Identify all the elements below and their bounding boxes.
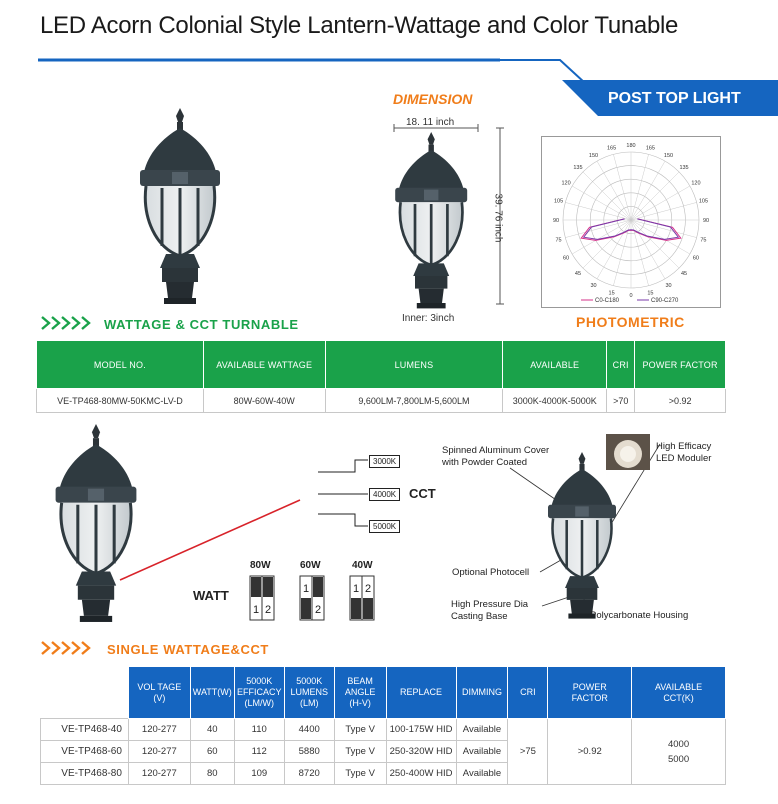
photometric-chart	[541, 136, 721, 308]
cell-beam: Type V	[334, 741, 386, 763]
polar-angle-label: 165	[645, 145, 656, 152]
cct-option-5000k: 5000K	[369, 520, 400, 533]
cell-dimming: Available	[456, 763, 508, 785]
cell-efficacy: 109	[234, 763, 284, 785]
product-photo	[130, 108, 230, 308]
watt-option-40w: 40W	[352, 560, 373, 571]
cell-cct	[632, 719, 726, 785]
polar-angle-label: 75	[555, 237, 562, 244]
polar-angle-label: 0	[629, 293, 633, 299]
single-wattage-table	[40, 666, 726, 785]
polar-angle-label: 120	[691, 180, 701, 187]
col-efficacy: 5000K EFFICACY (LM/W)	[234, 667, 284, 719]
polar-angle-label: 135	[679, 164, 689, 171]
cell-model: VE-TP468-80MW-50KMC-LV-D	[37, 389, 204, 413]
col-cri: CRI	[508, 667, 548, 719]
col-watt: WATT(W)	[190, 667, 234, 719]
col-replace: REPLACE	[386, 667, 456, 719]
switch-40w-1: 1	[353, 583, 360, 595]
switch-80w-1: 1	[253, 604, 260, 616]
polar-angle-label: 150	[663, 153, 674, 160]
col-available: AVAILABLE	[503, 341, 607, 389]
polar-angle-label: 90	[552, 218, 560, 224]
cct-value-4000: 4000	[667, 738, 690, 750]
col-lumens: LUMENS	[325, 341, 503, 389]
cct-option-3000k: 3000K	[369, 455, 400, 468]
green-chevrons-icon	[40, 315, 100, 331]
col-wattage: AVAILABLE WATTAGE	[203, 341, 325, 389]
col-voltage: VOL TAGE (V)	[128, 667, 190, 719]
single-header-row	[41, 667, 726, 719]
cell-lumens: 5880	[284, 741, 334, 763]
cell-replace: 250-320W HID	[386, 741, 456, 763]
watt-option-60w: 60W	[300, 560, 321, 571]
cell-model: VE-TP468-40	[41, 719, 129, 741]
cell-voltage: 120-277	[128, 741, 190, 763]
photometric-label: PHOTOMETRIC	[576, 314, 685, 330]
callout-base: High Pressure Dia Casting Base	[451, 599, 529, 622]
cell-dimming: Available	[456, 719, 508, 741]
cell-cri: >75	[508, 719, 548, 785]
callout-cover: Spinned Aluminum Cover with Powder Coated	[442, 445, 550, 468]
cell-efficacy: 110	[234, 719, 284, 741]
polar-angle-label: 150	[588, 153, 599, 160]
band-label: POST TOP LIGHT	[608, 90, 741, 107]
switch-40w-2: 2	[365, 583, 372, 595]
cell-lumens: 4400	[284, 719, 334, 741]
cell-replace: 250-400W HID	[386, 763, 456, 785]
cell-beam: Type V	[334, 719, 386, 741]
polar-angle-label: 60	[692, 255, 700, 262]
polar-angle-label: 15	[647, 290, 654, 297]
product-photo-features	[536, 452, 628, 622]
cell-watt: 60	[190, 741, 234, 763]
header-blank	[41, 667, 129, 719]
col-model: MODEL NO.	[37, 341, 204, 389]
cct-value-5000: 5000	[667, 753, 690, 765]
polar-angle-label: 15	[608, 290, 615, 297]
wattage-section-heading: WATTAGE & CCT TURNABLE	[104, 317, 299, 332]
watt-option-80w: 80W	[250, 560, 271, 571]
cell-power-factor: >0.92	[548, 719, 632, 785]
polar-angle-label: 90	[702, 218, 710, 224]
page-title: LED Acorn Colonial Style Lantern-Wattage and Color Tunable	[40, 12, 679, 39]
cell-power-factor: >0.92	[635, 389, 726, 413]
cell-voltage: 120-277	[128, 763, 190, 785]
cell-lumens: 8720	[284, 763, 334, 785]
cell-watt: 80	[190, 763, 234, 785]
polar-angle-label: 75	[700, 237, 707, 244]
col-power-factor: POWER FACTOR	[548, 667, 632, 719]
polar-angle-label: 30	[665, 282, 672, 289]
switch-60w-1: 1	[303, 583, 310, 595]
cell-model: VE-TP468-80	[41, 763, 129, 785]
callout-photocell: Optional Photocell	[452, 567, 530, 578]
col-power-factor: POWER FACTOR	[635, 341, 726, 389]
legend-c0-c180: C0-C180	[595, 298, 620, 304]
col-lumens: 5000K LUMENS (LM)	[284, 667, 334, 719]
polar-angle-label: 45	[574, 271, 582, 278]
cell-model: VE-TP468-60	[41, 741, 129, 763]
col-cct: AVAILABLE CCT(K)	[632, 667, 726, 719]
cell-cri: >70	[607, 389, 635, 413]
switch-60w-2: 2	[315, 604, 322, 616]
col-beam-angle: BEAM ANGLE (H-V)	[334, 667, 386, 719]
col-dimming: DIMMING	[456, 667, 508, 719]
dimension-width: 18. 11 inch	[406, 117, 455, 128]
table-row	[37, 389, 726, 413]
single-section-heading: SINGLE WATTAGE&CCT	[107, 642, 269, 657]
dimension-label: DIMENSION	[393, 91, 473, 107]
polar-angle-label: 105	[698, 198, 709, 205]
callout-led: High Efficacy LED Moduler	[656, 441, 712, 464]
cell-beam: Type V	[334, 763, 386, 785]
polar-angle-label: 135	[573, 164, 583, 171]
wattage-table	[36, 340, 726, 413]
wattage-header-row	[37, 341, 726, 389]
orange-chevrons-icon	[40, 640, 102, 656]
cell-watt: 40	[190, 719, 234, 741]
polar-angle-label: 165	[606, 145, 617, 152]
cell-efficacy: 112	[234, 741, 284, 763]
legend-c90-c270: C90-C270	[651, 298, 679, 304]
watt-label: WATT	[193, 588, 229, 603]
polar-angle-label: 60	[562, 255, 570, 262]
switch-80w-2: 2	[265, 604, 272, 616]
col-cri: CRI	[607, 341, 635, 389]
cell-lumens: 9,600LM-7,800LM-5,600LM	[325, 389, 503, 413]
led-module-photo	[606, 434, 650, 470]
polar-angle-label: 120	[561, 180, 571, 187]
cell-available: 3000K-4000K-5000K	[503, 389, 607, 413]
cct-label: CCT	[409, 486, 436, 501]
cell-wattage: 80W-60W-40W	[203, 389, 325, 413]
cell-voltage: 120-277	[128, 719, 190, 741]
table-row	[41, 719, 726, 741]
polar-angle-label: 180	[626, 143, 636, 149]
callout-housing: Polycarbonate Housing	[590, 610, 689, 621]
polar-angle-label: 30	[590, 282, 597, 289]
polar-angle-label: 45	[680, 271, 688, 278]
cct-option-4000k: 4000K	[369, 488, 400, 501]
dimension-inner: Inner: 3inch	[402, 313, 455, 324]
polar-angle-label: 105	[553, 198, 564, 205]
cell-replace: 100-175W HID	[386, 719, 456, 741]
cell-dimming: Available	[456, 741, 508, 763]
dip-switches	[244, 574, 384, 624]
dimension-height: 39. 76 inch	[492, 193, 504, 243]
